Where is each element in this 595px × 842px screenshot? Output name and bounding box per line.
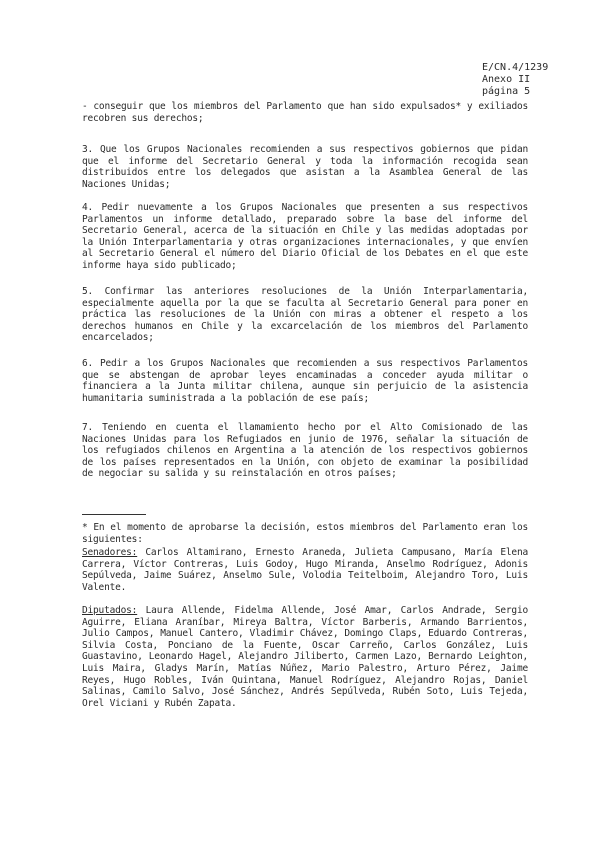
paragraph-6: 6. Pedir a los Grupos Nacionales que recomienden a sus respectivos Parlamentos que se abstengan de aprobar leyes encaminadas a conceder ayuda militar o financiera a la Junta militar chilena, aunque sin perjuicio de la asistencia humanitaria suministrada a la población de ese país;	[82, 358, 528, 404]
senators-list: Carlos Altamirano, Ernesto Araneda, Julieta Campusano, María Elena Carrera, Víctor Contreras, Luis Godoy, Hugo Miranda, Anselmo Rodríguez, Adonis Sepúlveda, Jaime Suárez, Anselmo Sule, Volodia Teitelboim, Alejandro Toro, Luis Valente.	[82, 547, 528, 593]
paragraph-4: 4. Pedir nuevamente a los Grupos Nacionales que presenten a sus respectivos Parlamentos un informe detallado, preparado sobre la base del informe del Secretario General, acerca de la situación en Chile y las medidas adoptadas por la Unión Interparlamentaria y otras organizaciones internacionales, y que envíen al Secretario General el número del Diario Oficial de los Debates en el que este informe haya sido publicado;	[82, 202, 528, 271]
paragraph-7: 7. Teniendo en cuenta el llamamiento hecho por el Alto Comisionado de las Naciones Unidas para los Refugiados en junio de 1976, señalar la situación de los refugiados chilenos en Argentina a la atención de los respectivos gobiernos de los países representados en la Unión, con objeto de examinar la posibilidad de negociar su salida y su reinstalación en otros países;	[82, 422, 528, 480]
paragraph-5: 5. Confirmar las anteriores resoluciones de la Unión Interparlamentaria, especialmente aquella por la que se faculta al Secretario General para poner en práctica las resoluciones de la Unión con miras a obtener el respeto a los derechos humanos en Chile y la excarcelación de los miembros del Parlamento encarcelados;	[82, 286, 528, 344]
senators-label: Senadores:	[82, 547, 138, 558]
paragraph-3: 3. Que los Grupos Nacionales recomienden a sus respectivos gobiernos que pidan que el informe del Secretario General y toda la información recogida sean distribuidos entre los delegados que asistan a la Asamblea General de las Naciones Unidas;	[82, 144, 528, 190]
document-reference	[482, 62, 548, 98]
paragraph-bullet: - conseguir que los miembros del Parlamento que han sido expulsados* y exiliados recobren sus derechos;	[82, 101, 528, 124]
footnote-intro: * En el momento de aprobarse la decisión, estos miembros del Parlamento eran los siguientes:	[82, 522, 528, 545]
deputies-label: Diputados:	[82, 605, 138, 616]
annex-label: Anexo II	[482, 74, 531, 85]
footnote-senators	[82, 547, 528, 593]
footnote-deputies	[82, 605, 528, 709]
document-symbol: E/CN.4/1239	[482, 62, 549, 73]
page-number: página 5	[482, 86, 531, 97]
deputies-list: Laura Allende, Fidelma Allende, José Amar, Carlos Andrade, Sergio Aguirre, Eliana Araníbar, Mireya Baltra, Víctor Barberis, Armando Barrientos, Julio Campos, Manuel Cantero, Vladimir Chávez, Domingo Claps, Eduardo Contreras, Silvia Costa, Ponciano de la Fuente, Oscar Carreño, Carlos González, Luis Guastavino, Leonardo Hagel, Alejandro Jiliberto, Carmen Lazo, Bernardo Leighton, Luis Maira, Gladys Marín, Matías Núñez, Mario Palestro, Arturo Pérez, Jaime Reyes, Hugo Robles, Iván Quintana, Manuel Rodríguez, Alejandro Rojas, Daniel Salinas, Camilo Salvo, José Sánchez, Andrés Sepúlveda, Rubén Soto, Luis Tejeda, Orel Viciani y Rubén Zapata.	[82, 605, 528, 709]
footnote-divider	[82, 514, 146, 515]
